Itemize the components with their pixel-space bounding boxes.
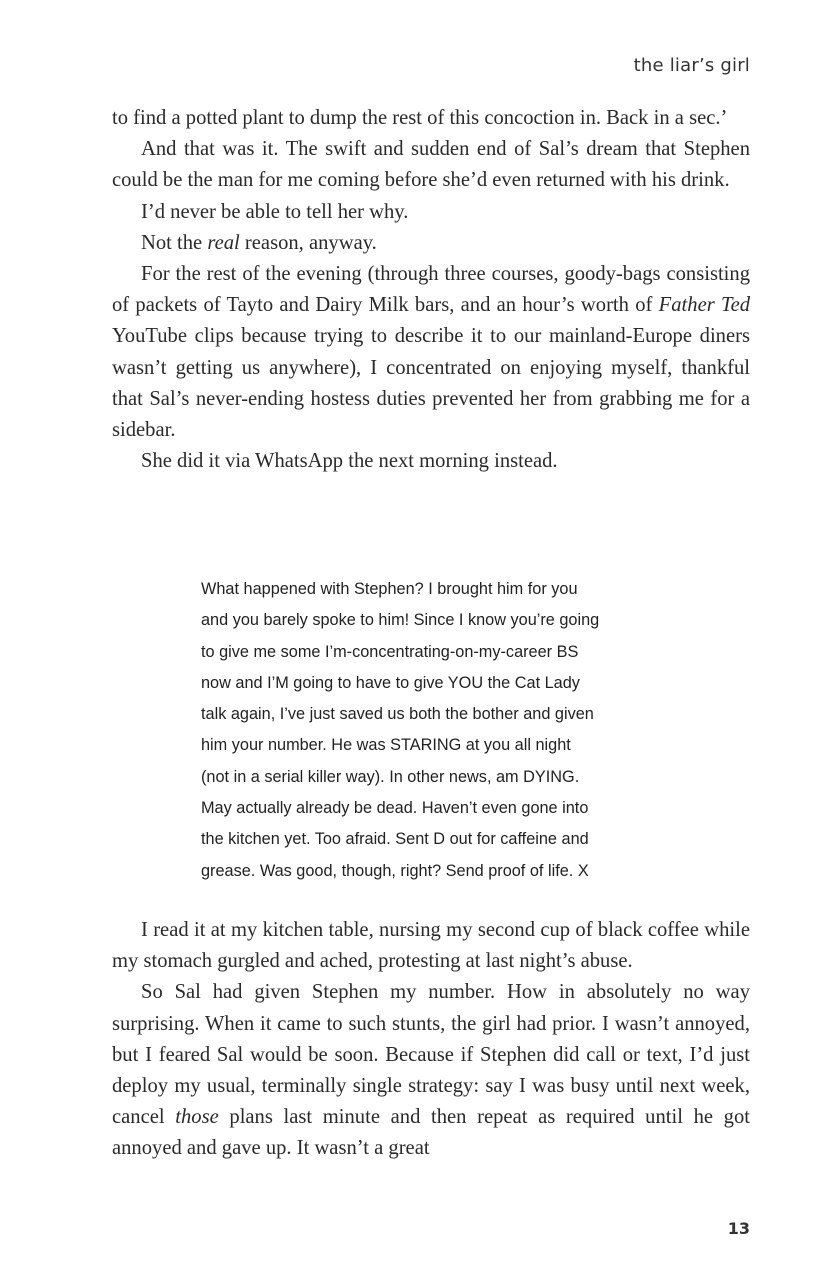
emphasis: those — [175, 1106, 219, 1129]
text-run: Not the — [141, 231, 208, 254]
bottom-text-block — [112, 915, 750, 1165]
top-text-block — [112, 103, 750, 477]
text-run: So Sal had given Stephen my number. How in absolutely no way surprising. When it came to such stunts, the girl had prior. I wasn’t annoyed, but I feared Sal would be soon. Because if Stephen did call or text, I’d just deploy my usual, terminally single strategy: say I was busy until next week, cancel — [112, 981, 750, 1129]
text-run: reason, anyway. — [239, 231, 377, 254]
paragraph: I read it at my kitchen table, nursing my second cup of black coffee while my stomach gurgled and ached, protesting at last night’s abuse. — [112, 919, 750, 973]
message-line: What happened with Stephen? I brought him for you — [201, 580, 578, 598]
page-number: 13 — [727, 1219, 750, 1238]
paragraph: to find a potted plant to dump the rest of this concoction in. Back in a sec.’ — [112, 107, 728, 129]
paragraph: She did it via WhatsApp the next morning instead. — [141, 450, 558, 473]
whatsapp-message — [201, 574, 671, 887]
text-run: For the rest of the evening (through three courses, goody-bags consisting of packets of Tayto and Dairy Milk bars, and an hour’s worth of — [112, 263, 750, 317]
running-head: the liar’s girl — [633, 55, 750, 76]
message-line: talk again, I’ve just saved us both the bother and given — [201, 705, 594, 724]
message-line: and you barely spoke to him! Since I know you’re going — [201, 611, 600, 630]
message-line: now and I’M going to have to give YOU the Cat Lady — [201, 673, 580, 692]
message-line: the kitchen yet. Too afraid. Sent D out for caffeine and — [201, 830, 589, 849]
paragraph — [112, 977, 750, 1164]
paragraph — [112, 228, 750, 259]
text-run: YouTube clips because trying to describe it to our mainland-Europe diners wasn’t getting us anywhere), I concentrated on enjoying myself, thankful that Sal’s never-ending hostess duties prevented her from grabbing me for a sidebar. — [112, 325, 750, 442]
message-line: grease. Was good, though, right? Send proof of life. X — [201, 861, 589, 880]
text-run: plans last minute and then repeat as required until he got annoyed and gave up. It wasn’t a great — [112, 1106, 750, 1160]
paragraph: And that was it. The swift and sudden end of Sal’s dream that Stephen could be the man for me coming before she’d even returned with his drink. — [112, 138, 750, 192]
message-line: him your number. He was STARING at you all night — [201, 736, 571, 755]
paragraph: I’d never be able to tell her why. — [141, 200, 409, 223]
message-line: to give me some I’m-concentrating-on-my-career BS — [201, 642, 579, 661]
emphasis: real — [207, 231, 240, 254]
message-line: (not in a serial killer way). In other news, am DYING. — [201, 767, 580, 786]
emphasis: Father Ted — [658, 294, 751, 317]
paragraph — [112, 259, 750, 446]
message-line: May actually already be dead. Haven’t even gone into — [201, 799, 589, 818]
